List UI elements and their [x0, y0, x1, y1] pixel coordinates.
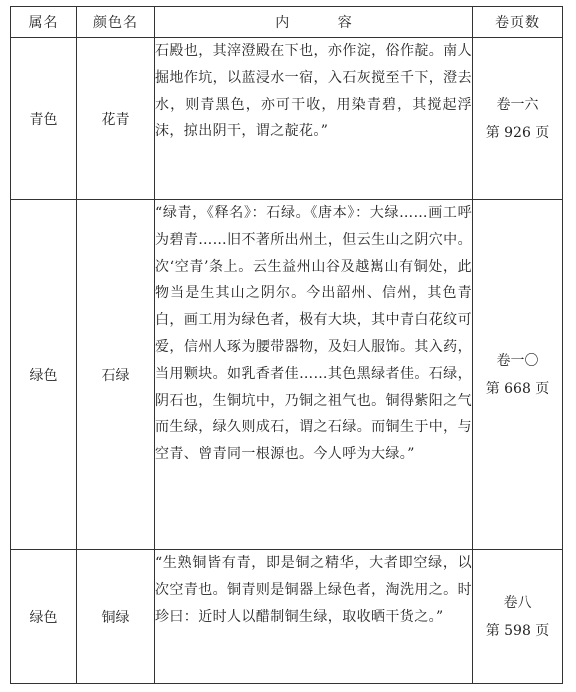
- volume-text: 卷八: [503, 594, 532, 611]
- volume-text: 卷一〇: [496, 352, 539, 369]
- content-cell: [155, 550, 473, 684]
- content-cell: [155, 200, 473, 550]
- volume-text: 卷一六: [496, 96, 539, 113]
- header-genus: 属名: [11, 7, 77, 38]
- color-name-cell: 铜绿: [77, 550, 155, 684]
- genus-cell: 绿色: [11, 200, 77, 550]
- volume-page-cell: [473, 200, 563, 550]
- header-content: 内 容: [155, 7, 473, 38]
- genus-cell: 绿色: [11, 550, 77, 684]
- header-color-name: 颜色名: [77, 7, 155, 38]
- volume-page-cell: [473, 38, 563, 200]
- color-name-cell: 花青: [77, 38, 155, 200]
- genus-cell: 青色: [11, 38, 77, 200]
- content-cell: [155, 38, 473, 200]
- page-text: 第 926 页: [485, 124, 550, 141]
- color-table: [10, 6, 563, 684]
- page-text: 第 668 页: [485, 380, 550, 397]
- header-row: [11, 7, 563, 38]
- table-row: [11, 38, 563, 200]
- page-text: 第 598 页: [485, 622, 550, 639]
- content-text: 石殿也，其滓澄殿在下也，亦作淀，俗作靛。南人掘地作坑，以蓝浸水一宿，入石灰搅至千下，澄去水，则青黑色，亦可干收，用染青碧，其搅起浮沫，掠出阴干，谓之靛花。”: [155, 43, 472, 140]
- color-name-cell: 石绿: [77, 200, 155, 550]
- content-text: “绿青，《释名》：石绿。《唐本》：大绿……画工呼为碧青……旧不著所出州土，但云生山之阴穴中。次‘空青’条上。云生益州山谷及越嶲山有铜处，此物当是生其山之阴尔。今出韶州、信州，其色青白，画工用为绿色者，极有大块，其中青白花纹可爱，信州人琢为腰带器物，及妇人服饰。其入药，当用颗块。如乳香者佳……其色黑绿者佳。石绿，阴石也，生铜坑中，乃铜之祖气也。铜得紫阳之气而生绿，绿久则成石，谓之石绿。而铜生于中，与空青、曾青同一根源也。今人呼为大绿。”: [155, 205, 472, 463]
- table-row: [11, 200, 563, 550]
- header-volume-page: 卷页数: [473, 7, 563, 38]
- table-row: [11, 550, 563, 684]
- volume-page-cell: [473, 550, 563, 684]
- content-text: “生熟铜皆有青，即是铜之精华，大者即空绿，以次空青也。铜青则是铜器上绿色者，淘洗用之。时珍曰：近时人以醋制铜生绿，取收晒干货之。”: [155, 555, 472, 625]
